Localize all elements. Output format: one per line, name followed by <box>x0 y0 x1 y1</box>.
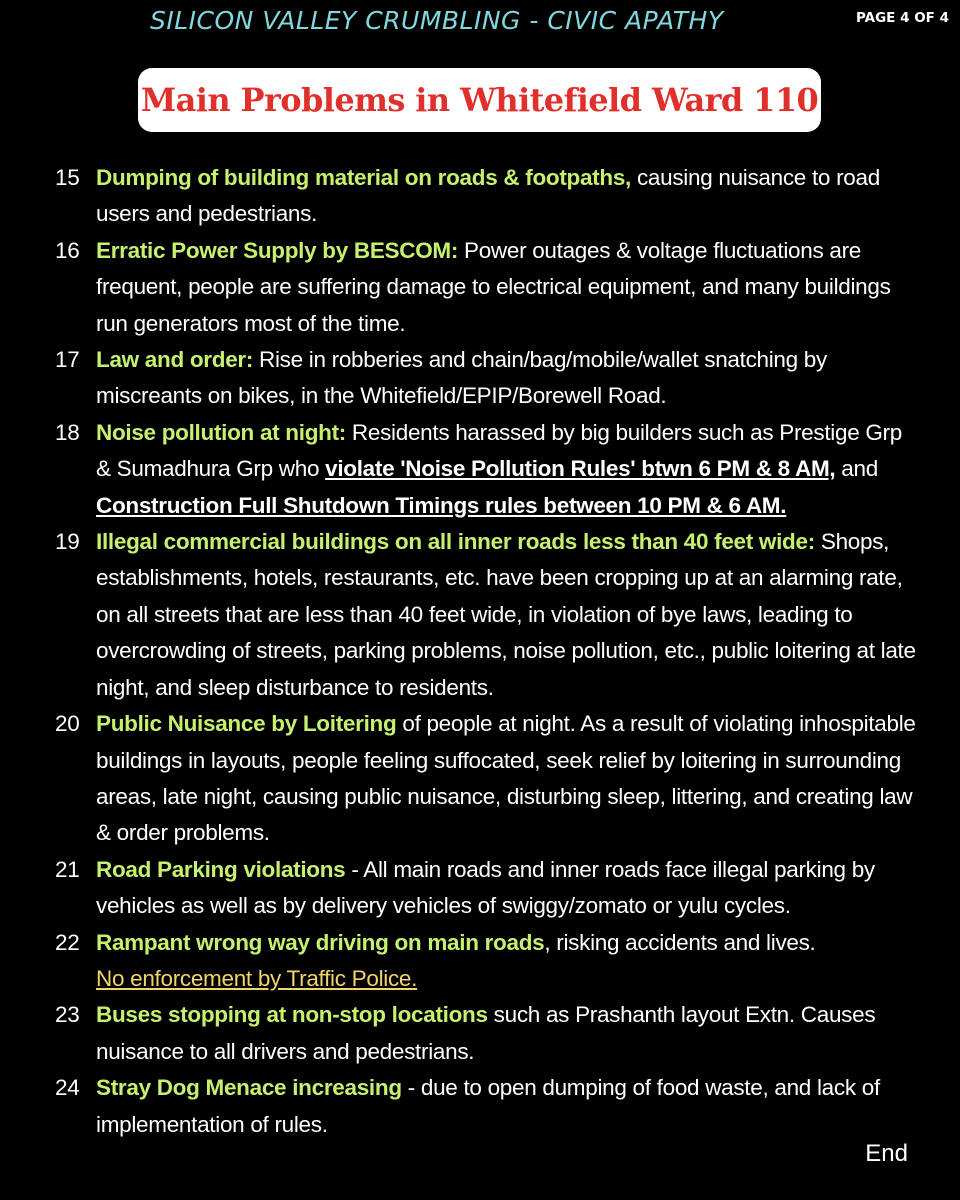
item-text: - All main roads and inner roads face illegal parking by vehicles as well as by delivery vehicles of swiggy/zomato or yulu cycles. <box>96 856 875 919</box>
list-item <box>0 160 960 233</box>
item-text: Residents harassed by big builders such as Prestige Grp & Sumadhura Grp who <box>96 419 902 482</box>
problem-list <box>0 160 960 1143</box>
list-item <box>0 852 960 925</box>
list-item <box>0 342 960 415</box>
page-heading: Main Problems in Whitefield Ward 110 <box>140 81 819 119</box>
heading-box <box>138 68 821 132</box>
item-text: Shops, establishments, hotels, restaurants, etc. have been cropping up at an alarming rate, on all streets that are less than 40 feet wide, in violation of bye laws, leading to overcrowding of streets, parking problems, noise pollution, etc., public loitering at late night, and sleep disturbance to residents. <box>96 529 916 700</box>
item-highlight: Illegal commercial buildings on all inner roads less than 40 feet wide: <box>96 529 815 555</box>
item-number: 18 <box>55 419 80 445</box>
list-item <box>0 925 960 998</box>
item-highlight: Public Nuisance by Loitering <box>96 711 397 737</box>
item-number: 17 <box>55 347 80 373</box>
item-highlight: Noise pollution at night: <box>96 419 346 445</box>
item-text: Power outages & voltage fluctuations are frequent, people are suffering damage to electrical equipment, and many buildings run generators most of the time. <box>96 237 891 336</box>
item-number: 21 <box>55 856 80 882</box>
list-item <box>0 1070 960 1143</box>
item-highlight: Road Parking violations <box>96 856 346 882</box>
list-item <box>0 997 960 1070</box>
item-text: of people at night. As a result of violating inhospitable buildings in layouts, people feeling suffocated, seek relief by loitering in surrounding areas, late night, causing public nuisance, disturbing sleep, littering, and creating law & order problems. <box>96 711 916 846</box>
list-item <box>0 706 960 852</box>
item-highlight: Buses stopping at non-stop locations <box>96 1002 488 1028</box>
item-highlight: Rampant wrong way driving on main roads <box>96 929 545 955</box>
item-number: 24 <box>55 1075 80 1101</box>
list-item <box>0 233 960 342</box>
item-number: 20 <box>55 711 80 737</box>
list-item <box>0 524 960 706</box>
page-number: PAGE 4 OF 4 <box>856 10 949 26</box>
item-highlight: Stray Dog Menace increasing <box>96 1075 402 1101</box>
item-text: - due to open dumping of food waste, and lack of implementation of rules. <box>96 1075 880 1137</box>
item-text: causing nuisance to road users and pedestrians. <box>96 165 880 227</box>
item-text: Rise in robberies and chain/bag/mobile/wallet snatching by miscreants on bikes, in the Whitefield/EPIP/Borewell Road. <box>96 347 827 409</box>
item-text-continued: and <box>835 456 878 482</box>
enforcement-note: No enforcement by Traffic Police. <box>96 965 418 991</box>
item-number: 23 <box>55 1002 80 1028</box>
item-number: 19 <box>55 529 80 555</box>
item-text: , risking accidents and lives. <box>544 929 816 955</box>
item-underlined-rule: violate 'Noise Pollution Rules' btwn 6 PM & 8 AM, <box>325 456 836 482</box>
item-highlight: Erratic Power Supply by BESCOM: <box>96 237 459 263</box>
header-title: SILICON VALLEY CRUMBLING - CIVIC APATHY <box>150 6 724 35</box>
item-number: 15 <box>55 165 80 190</box>
list-item <box>0 415 960 524</box>
item-underlined-rule: Construction Full Shutdown Timings rules between 10 PM & 6 AM. <box>96 492 787 518</box>
item-number: 22 <box>55 929 80 955</box>
item-highlight: Dumping of building material on roads & footpaths, <box>96 165 631 190</box>
end-label: End <box>865 1140 908 1167</box>
item-text: such as Prashanth layout Extn. Causes nuisance to all drivers and pedestrians. <box>96 1002 876 1064</box>
item-number: 16 <box>55 237 80 263</box>
item-highlight: Law and order: <box>96 347 254 373</box>
